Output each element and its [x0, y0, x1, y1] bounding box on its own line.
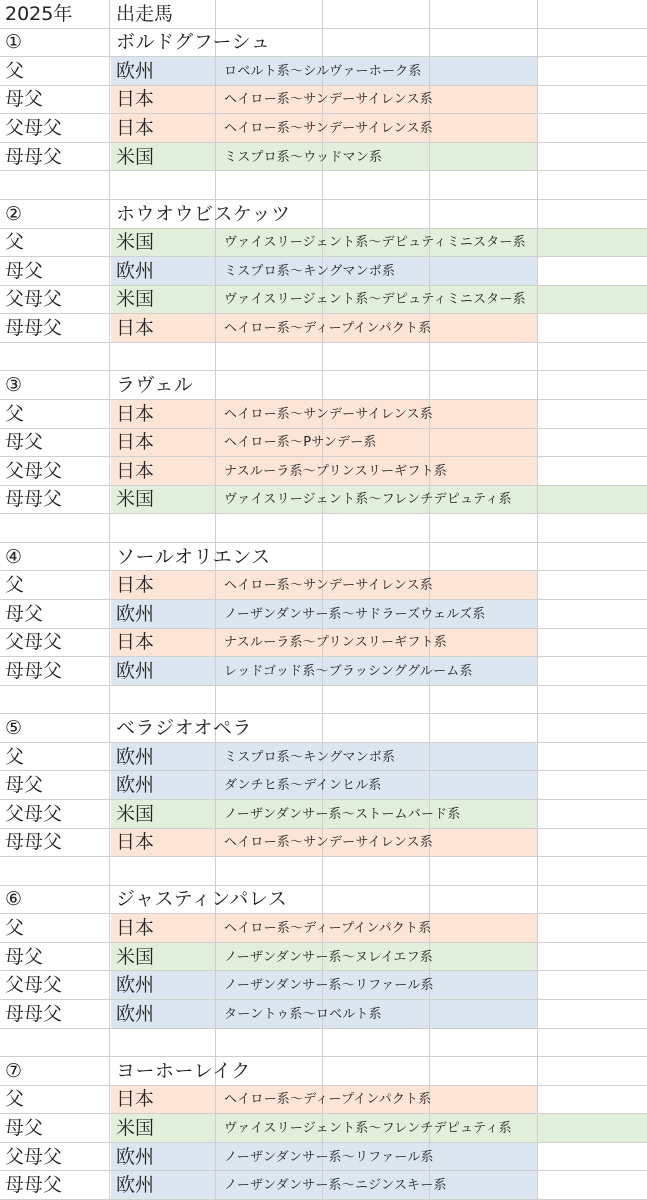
region-label: 欧州: [116, 974, 155, 997]
horse-name: ベラジオオペラ: [116, 717, 252, 740]
grid-cell[interactable]: [216, 1029, 323, 1058]
grid-cell[interactable]: [216, 343, 323, 372]
horse-number: ①: [5, 31, 23, 54]
grid-cell[interactable]: [538, 1114, 647, 1143]
grid-cell[interactable]: [538, 1000, 647, 1029]
region-label: 日本: [116, 117, 155, 140]
grid-cell[interactable]: [323, 0, 430, 29]
pedigree-role: 父: [5, 745, 25, 768]
pedigree-role: 父母父: [5, 459, 63, 482]
grid-cell[interactable]: [430, 0, 538, 29]
horse-number: ②: [5, 202, 23, 225]
header-row: [0, 0, 647, 29]
region-label: 欧州: [116, 659, 155, 682]
pedigree-row: [0, 829, 647, 858]
lineage-label: ダンチヒ系～デインヒル系: [224, 778, 382, 794]
lineage-label: ノーザンダンサー系～ヌレイエフ系: [224, 949, 433, 965]
grid-cell[interactable]: [323, 200, 430, 229]
region-label: 欧州: [116, 1145, 155, 1168]
grid-cell[interactable]: [430, 829, 538, 858]
grid-cell[interactable]: [430, 543, 538, 572]
lineage-label: ノーザンダンサー系～ニジンスキー系: [224, 1178, 447, 1194]
region-label: 日本: [116, 631, 155, 654]
lineage-label: ナスルーラ系～プリンスリーギフト系: [224, 635, 447, 651]
grid-cell[interactable]: [0, 857, 110, 886]
lineage-label: ヘイロー系～Pサンデー系: [224, 435, 377, 451]
region-label: 米国: [116, 1117, 155, 1140]
grid-cell[interactable]: [0, 514, 110, 543]
grid-cell[interactable]: [538, 29, 647, 58]
pedigree-row: [0, 314, 647, 343]
pedigree-row: [0, 86, 647, 115]
pedigree-row: [0, 429, 647, 458]
grid-cell[interactable]: [430, 1086, 538, 1115]
pedigree-row: [0, 971, 647, 1000]
horse-name: ホウオウビスケッツ: [116, 202, 291, 225]
pedigree-row: [0, 57, 647, 86]
grid-cell[interactable]: [216, 171, 323, 200]
grid-cell[interactable]: [323, 371, 430, 400]
horse-title-row: [0, 714, 647, 743]
grid-cell[interactable]: [538, 686, 647, 715]
horse-title-row: [0, 200, 647, 229]
grid-cell[interactable]: [538, 286, 647, 315]
pedigree-role: 父母父: [5, 117, 63, 140]
pedigree-row: [0, 457, 647, 486]
grid-cell[interactable]: [538, 571, 647, 600]
grid-cell[interactable]: [538, 600, 647, 629]
region-label: 欧州: [116, 1174, 155, 1197]
grid-cell[interactable]: [430, 1057, 538, 1086]
grid-cell[interactable]: [538, 1029, 647, 1058]
pedigree-row: [0, 1114, 647, 1143]
region-label: 日本: [116, 574, 155, 597]
lineage-label: ナスルーラ系～プリンスリーギフト系: [224, 463, 447, 479]
grid-cell[interactable]: [110, 686, 216, 715]
horse-name: ボルドグフーシュ: [116, 31, 271, 54]
grid-cell[interactable]: [430, 1029, 538, 1058]
grid-cell[interactable]: [216, 514, 323, 543]
grid-cell[interactable]: [430, 743, 538, 772]
pedigree-role: 父母父: [5, 802, 63, 825]
horse-number: ⑦: [5, 1059, 23, 1082]
lineage-label: ミスプロ系～キングマンボ系: [224, 749, 396, 765]
region-label: 欧州: [116, 1002, 155, 1025]
grid-cell[interactable]: [538, 543, 647, 572]
grid-cell[interactable]: [110, 857, 216, 886]
region-label: 日本: [116, 459, 155, 482]
lineage-label: ヘイロー系～サンデーサイレンス系: [224, 92, 433, 108]
spacer-row: [0, 857, 647, 886]
lineage-label: レッドゴッド系～ブラッシンググルーム系: [224, 663, 473, 679]
lineage-label: ヘイロー系～ディープインパクト系: [224, 921, 432, 937]
region-label: 欧州: [116, 59, 155, 82]
spacer-row: [0, 686, 647, 715]
horse-title-row: [0, 371, 647, 400]
grid-cell[interactable]: [323, 714, 430, 743]
pedigree-role: 父母父: [5, 631, 63, 654]
pedigree-role: 父母父: [5, 288, 63, 311]
lineage-label: ノーザンダンサー系～リファール系: [224, 1149, 434, 1165]
region-label: 日本: [116, 431, 155, 454]
pedigree-row: [0, 1171, 647, 1200]
grid-cell[interactable]: [430, 714, 538, 743]
grid-cell[interactable]: [430, 343, 538, 372]
horse-name: ラヴェル: [116, 374, 194, 397]
lineage-label: ヴァイスリージェント系～フレンチデピュティ系: [224, 1121, 512, 1137]
grid-cell[interactable]: [538, 0, 647, 29]
pedigree-role: 母母父: [5, 145, 63, 168]
grid-cell[interactable]: [430, 686, 538, 715]
grid-cell[interactable]: [323, 543, 430, 572]
grid-cell[interactable]: [216, 371, 323, 400]
pedigree-role: 母父: [5, 945, 44, 968]
region-label: 欧州: [116, 602, 155, 625]
pedigree-row: [0, 114, 647, 143]
grid-cell[interactable]: [538, 657, 647, 686]
pedigree-role: 父: [5, 231, 25, 254]
grid-cell[interactable]: [538, 86, 647, 115]
grid-cell[interactable]: [430, 771, 538, 800]
grid-cell[interactable]: [430, 114, 538, 143]
lineage-label: ノーザンダンサー系～リファール系: [224, 978, 434, 994]
grid-cell[interactable]: [430, 429, 538, 458]
grid-cell[interactable]: [216, 0, 323, 29]
grid-cell[interactable]: [538, 1057, 647, 1086]
grid-cell[interactable]: [430, 514, 538, 543]
grid-cell[interactable]: [538, 1171, 647, 1200]
grid-cell[interactable]: [430, 571, 538, 600]
region-label: 米国: [116, 488, 155, 511]
grid-cell[interactable]: [110, 1029, 216, 1058]
pedigree-row: [0, 657, 647, 686]
region-label: 日本: [116, 317, 155, 340]
grid-cell[interactable]: [430, 1143, 538, 1172]
grid-cell[interactable]: [430, 971, 538, 1000]
pedigree-row: [0, 486, 647, 515]
pedigree-role: 父: [5, 574, 25, 597]
spacer-row: [0, 514, 647, 543]
lineage-label: ヘイロー系～ディープインパクト系: [224, 321, 432, 337]
region-label: 米国: [116, 231, 155, 254]
pedigree-role: 母父: [5, 88, 44, 111]
horse-number: ⑥: [5, 888, 23, 911]
pedigree-role: 父: [5, 402, 25, 425]
grid-cell[interactable]: [538, 429, 647, 458]
grid-cell[interactable]: [538, 314, 647, 343]
grid-cell[interactable]: [430, 171, 538, 200]
lineage-label: ヘイロー系～サンデーサイレンス系: [224, 835, 433, 851]
grid-cell[interactable]: [430, 314, 538, 343]
grid-cell[interactable]: [538, 114, 647, 143]
pedigree-role: 父母父: [5, 974, 63, 997]
grid-cell[interactable]: [430, 914, 538, 943]
pedigree-row: [0, 229, 647, 258]
grid-cell[interactable]: [538, 57, 647, 86]
grid-cell[interactable]: [538, 371, 647, 400]
grid-cell[interactable]: [430, 200, 538, 229]
pedigree-role: 母母父: [5, 831, 63, 854]
grid-cell[interactable]: [0, 343, 110, 372]
lineage-label: ミスプロ系～ウッドマン系: [224, 149, 383, 165]
grid-cell[interactable]: [323, 686, 430, 715]
pedigree-role: 父: [5, 1088, 25, 1111]
grid-cell[interactable]: [538, 829, 647, 858]
grid-cell[interactable]: [538, 1086, 647, 1115]
region-label: 米国: [116, 145, 155, 168]
horse-name: ジャスティンパレス: [116, 888, 288, 911]
region-label: 日本: [116, 831, 155, 854]
lineage-label: ターントゥ系～ロベルト系: [224, 1006, 382, 1022]
pedigree-role: 父: [5, 917, 25, 940]
horse-number: ⑤: [5, 717, 23, 740]
pedigree-role: 父母父: [5, 1145, 63, 1168]
grid-cell[interactable]: [0, 1029, 110, 1058]
horse-title-row: [0, 543, 647, 572]
grid-cell[interactable]: [430, 400, 538, 429]
pedigree-row: [0, 286, 647, 315]
pedigree-row: [0, 400, 647, 429]
grid-cell[interactable]: [538, 943, 647, 972]
horse-name: ヨーホーレイク: [116, 1059, 251, 1082]
pedigree-role: 母母父: [5, 659, 63, 682]
grid-cell[interactable]: [538, 400, 647, 429]
pedigree-row: [0, 1143, 647, 1172]
pedigree-row: [0, 914, 647, 943]
grid-cell[interactable]: [538, 714, 647, 743]
grid-cell[interactable]: [538, 800, 647, 829]
horse-name: ソールオリエンス: [116, 545, 271, 568]
region-label: 日本: [116, 88, 155, 111]
grid-cell[interactable]: [323, 1057, 430, 1086]
grid-cell[interactable]: [538, 229, 647, 258]
grid-cell[interactable]: [538, 143, 647, 172]
pedigree-role: 母父: [5, 774, 44, 797]
grid-cell[interactable]: [0, 171, 110, 200]
pedigree-role: 父: [5, 59, 25, 82]
grid-cell[interactable]: [538, 914, 647, 943]
lineage-label: ノーザンダンサー系～サドラーズウェルズ系: [224, 606, 486, 622]
grid-cell[interactable]: [323, 29, 430, 58]
pedigree-role: 母父: [5, 431, 44, 454]
grid-cell[interactable]: [538, 629, 647, 658]
year-label: 2025年: [5, 2, 73, 25]
lineage-label: ヴァイスリージェント系～デピュティミニスター系: [224, 235, 526, 251]
grid-cell[interactable]: [538, 971, 647, 1000]
pedigree-role: 母父: [5, 259, 44, 282]
grid-cell[interactable]: [323, 857, 430, 886]
lineage-label: ノーザンダンサー系～ストームバード系: [224, 806, 461, 822]
pedigree-row: [0, 629, 647, 658]
pedigree-row: [0, 943, 647, 972]
lineage-label: ロベルト系～シルヴァーホーク系: [224, 63, 422, 79]
grid-cell[interactable]: [430, 86, 538, 115]
grid-cell[interactable]: [430, 29, 538, 58]
grid-cell[interactable]: [538, 1143, 647, 1172]
grid-cell[interactable]: [538, 771, 647, 800]
horse-title-row: [0, 29, 647, 58]
horse-title-row: [0, 886, 647, 915]
grid-cell[interactable]: [430, 857, 538, 886]
grid-cell[interactable]: [430, 371, 538, 400]
spacer-row: [0, 1029, 647, 1058]
grid-cell[interactable]: [538, 486, 647, 515]
grid-cell[interactable]: [538, 457, 647, 486]
grid-cell[interactable]: [323, 514, 430, 543]
region-label: 日本: [116, 1088, 155, 1111]
pedigree-role: 母母父: [5, 488, 63, 511]
pedigree-row: [0, 743, 647, 772]
grid-cell[interactable]: [430, 943, 538, 972]
grid-cell[interactable]: [430, 143, 538, 172]
pedigree-row: [0, 1086, 647, 1115]
grid-cell[interactable]: [323, 171, 430, 200]
grid-cell[interactable]: [538, 171, 647, 200]
grid-cell[interactable]: [538, 743, 647, 772]
pedigree-row: [0, 771, 647, 800]
pedigree-row: [0, 1000, 647, 1029]
grid-cell[interactable]: [538, 257, 647, 286]
region-label: 米国: [116, 802, 155, 825]
grid-cell[interactable]: [110, 514, 216, 543]
region-label: 欧州: [116, 745, 155, 768]
pedigree-row: [0, 257, 647, 286]
grid-cell[interactable]: [323, 343, 430, 372]
lineage-label: ヴァイスリージェント系～フレンチデピュティ系: [224, 492, 512, 508]
region-label: 欧州: [116, 774, 155, 797]
pedigree-role: 母母父: [5, 1002, 63, 1025]
pedigree-row: [0, 571, 647, 600]
pedigree-role: 母母父: [5, 317, 63, 340]
grid-cell[interactable]: [323, 1029, 430, 1058]
horse-number: ④: [5, 545, 23, 568]
column-title: 出走馬: [116, 2, 174, 25]
lineage-label: ヘイロー系～ディープインパクト系: [224, 1092, 432, 1108]
pedigree-row: [0, 600, 647, 629]
grid-cell[interactable]: [323, 886, 430, 915]
grid-cell[interactable]: [216, 857, 323, 886]
grid-cell[interactable]: [538, 343, 647, 372]
pedigree-row: [0, 143, 647, 172]
pedigree-role: 母母父: [5, 1174, 63, 1197]
region-label: 米国: [116, 945, 155, 968]
horse-number: ③: [5, 374, 23, 397]
grid-cell[interactable]: [0, 686, 110, 715]
region-label: 日本: [116, 402, 155, 425]
pedigree-role: 母父: [5, 1117, 44, 1140]
grid-cell[interactable]: [430, 1000, 538, 1029]
spacer-row: [0, 343, 647, 372]
lineage-label: ヘイロー系～サンデーサイレンス系: [224, 121, 433, 137]
region-label: 日本: [116, 917, 155, 940]
grid-cell[interactable]: [110, 171, 216, 200]
lineage-label: ミスプロ系～キングマンボ系: [224, 263, 396, 279]
lineage-label: ヴァイスリージェント系～デピュティミニスター系: [224, 292, 526, 308]
grid-cell[interactable]: [430, 257, 538, 286]
grid-cell[interactable]: [110, 343, 216, 372]
spacer-row: [0, 171, 647, 200]
grid-cell[interactable]: [430, 57, 538, 86]
pedigree-row: [0, 800, 647, 829]
grid-cell[interactable]: [538, 200, 647, 229]
grid-cell[interactable]: [216, 686, 323, 715]
region-label: 米国: [116, 288, 155, 311]
grid-cell[interactable]: [538, 514, 647, 543]
grid-cell[interactable]: [430, 886, 538, 915]
pedigree-role: 母父: [5, 602, 44, 625]
region-label: 欧州: [116, 259, 155, 282]
lineage-label: ヘイロー系～サンデーサイレンス系: [224, 406, 433, 422]
grid-cell[interactable]: [538, 857, 647, 886]
horse-title-row: [0, 1057, 647, 1086]
grid-cell[interactable]: [538, 886, 647, 915]
lineage-label: ヘイロー系～サンデーサイレンス系: [224, 578, 433, 594]
